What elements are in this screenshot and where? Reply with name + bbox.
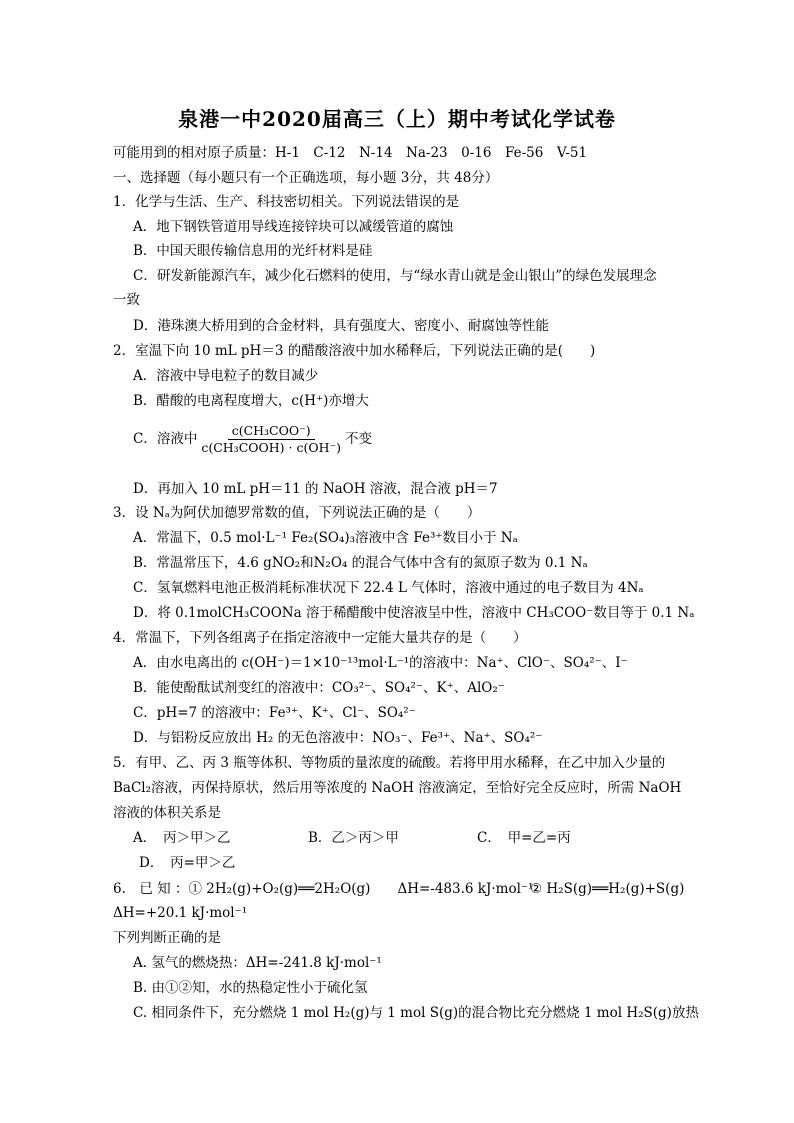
concentration-fraction — [199, 423, 343, 456]
q1-stem: 1．化学与生活、生产、科技密切相关。下列说法错误的是 — [113, 194, 460, 210]
q6-option-c: C. 相同条件下，充分燃烧 1 mol H₂(g)与 1 mol S(g)的混合物比充分燃烧 1 mol H₂S(g)放热 — [133, 1005, 699, 1021]
q5-stem: 5．有甲、乙、丙 3 瓶等体积、等物质的量浓度的硫酸。若将甲用水稀释，在乙中加入少量的 — [113, 755, 666, 771]
q3-option-c: C．氢氧燃料电池正极消耗标准状况下 22.4 L 气体时，溶液中通过的电子数目为 4Nₐ — [133, 580, 644, 596]
q2-option-c-prefix: C．溶液中 — [133, 431, 198, 447]
q4-option-a: A．由水电离出的 c(OH⁻)＝1×10⁻¹³mol·L⁻¹的溶液中：Na⁺、ClO⁻、SO₄²⁻、I⁻ — [133, 655, 628, 671]
q3-option-a: A．常温下，0.5 mol·L⁻¹ Fe₂(SO₄)₃溶液中含 Fe³⁺数目小于 Nₐ — [133, 530, 518, 546]
q6-stem-line2: ΔH=+20.1 kJ·mol⁻¹ — [113, 905, 248, 921]
q5-stem-line2: BaCl₂溶液，丙保持原状，然后用等浓度的 NaOH 溶液滴定，至恰好完全反应时，所需 NaOH — [113, 780, 682, 796]
q1-option-d: D．港珠澳大桥用到的合金材料，具有强度大、密度小、耐腐蚀等性能 — [133, 318, 549, 334]
q5-option-c: C． 甲=乙=丙 — [477, 830, 571, 846]
q2-option-c-suffix: 不变 — [344, 431, 372, 447]
page-title: 泉港一中2020届高三（上）期中考试化学试卷 — [178, 107, 616, 131]
atomic-masses-line: 可能用到的相对原子质量：H-1 C-12 N-14 Na-23 0-16 Fe-56 V-51 — [113, 145, 588, 161]
q6-equation-2: ② H₂S(g)══H₂(g)+S(g) — [530, 881, 685, 897]
q1-option-c-continued: 一致 — [113, 292, 140, 308]
q2-option-a: A．溶液中导电粒子的数目减少 — [133, 368, 319, 384]
q5-option-d: D． 丙=甲＞乙 — [139, 855, 236, 871]
section-heading: 一、选择题（每小题只有一个正确选项，每小题 3分，共 48分） — [113, 170, 499, 186]
q2-option-d: D．再加入 10 mL pH＝11 的 NaOH 溶液，混合液 pH＝7 — [133, 481, 498, 497]
q1-option-c: C．研发新能源汽车，减少化石燃料的使用，与“绿水青山就是金山银山”的绿色发展理念 — [133, 268, 657, 284]
q2-option-c — [133, 423, 372, 456]
q4-option-b: B．能使酚酞试剂变红的溶液中：CO₃²⁻、SO₄²⁻、K⁺、AlO₂⁻ — [133, 680, 505, 696]
q6-option-a: A. 氢气的燃烧热：ΔH=-241.8 kJ·mol⁻¹ — [133, 955, 382, 971]
q5-option-b: B．乙＞丙＞甲 — [308, 830, 399, 846]
q5-option-a: A． 丙＞甲＞乙 — [133, 830, 231, 846]
q1-option-a: A．地下钢铁管道用导线连接锌块可以减缓管道的腐蚀 — [133, 219, 454, 235]
q5-stem-line3: 溶液的体积关系是 — [113, 805, 221, 821]
q4-option-d: D．与铝粉反应放出 H₂ 的无色溶液中：NO₃⁻、Fe³⁺、Na⁺、SO₄²⁻ — [133, 730, 543, 746]
q6-option-b: B. 由①②知，水的热稳定性小于硫化氢 — [133, 980, 368, 996]
q3-stem: 3．设 Nₐ为阿伏加德罗常数的值，下列说法正确的是（ ） — [113, 505, 481, 521]
q6-stem-line3: 下列判断正确的是 — [113, 930, 221, 946]
q3-option-b: B．常温常压下，4.6 gNO₂和N₂O₄ 的混合气体中含有的氮原子数为 0.1 Nₐ — [133, 555, 588, 571]
fraction-denominator: c(CH₃COOH) · c(OH⁻) — [201, 440, 341, 455]
q6-stem: 6. 已 知 ：① 2H₂(g)+O₂(g)══2H₂O(g) ΔH=-483.6 kJ·mol⁻¹ — [113, 881, 534, 897]
q2-option-b: B．醋酸的电离程度增大，c(H⁺)亦增大 — [133, 393, 369, 409]
q4-option-c: C．pH=7 的溶液中：Fe³⁺、K⁺、Cl⁻、SO₄²⁻ — [133, 705, 416, 721]
q3-option-d: D．将 0.1molCH₃COONa 溶于稀醋酸中使溶液呈中性，溶液中 CH₃COO⁻数目等于 0.1 Nₐ — [133, 605, 695, 621]
q4-stem: 4．常温下，下列各组离子在指定溶液中一定能大量共存的是（ ） — [113, 630, 527, 646]
q1-option-b: B．中国天眼传输信息用的光纤材料是硅 — [133, 243, 373, 259]
fraction-numerator: c(CH₃COO⁻) — [228, 423, 315, 440]
q2-stem: 2．室温下向 10 mL pH＝3 的醋酸溶液中加水稀释后，下列说法正确的是( ) — [113, 343, 596, 359]
